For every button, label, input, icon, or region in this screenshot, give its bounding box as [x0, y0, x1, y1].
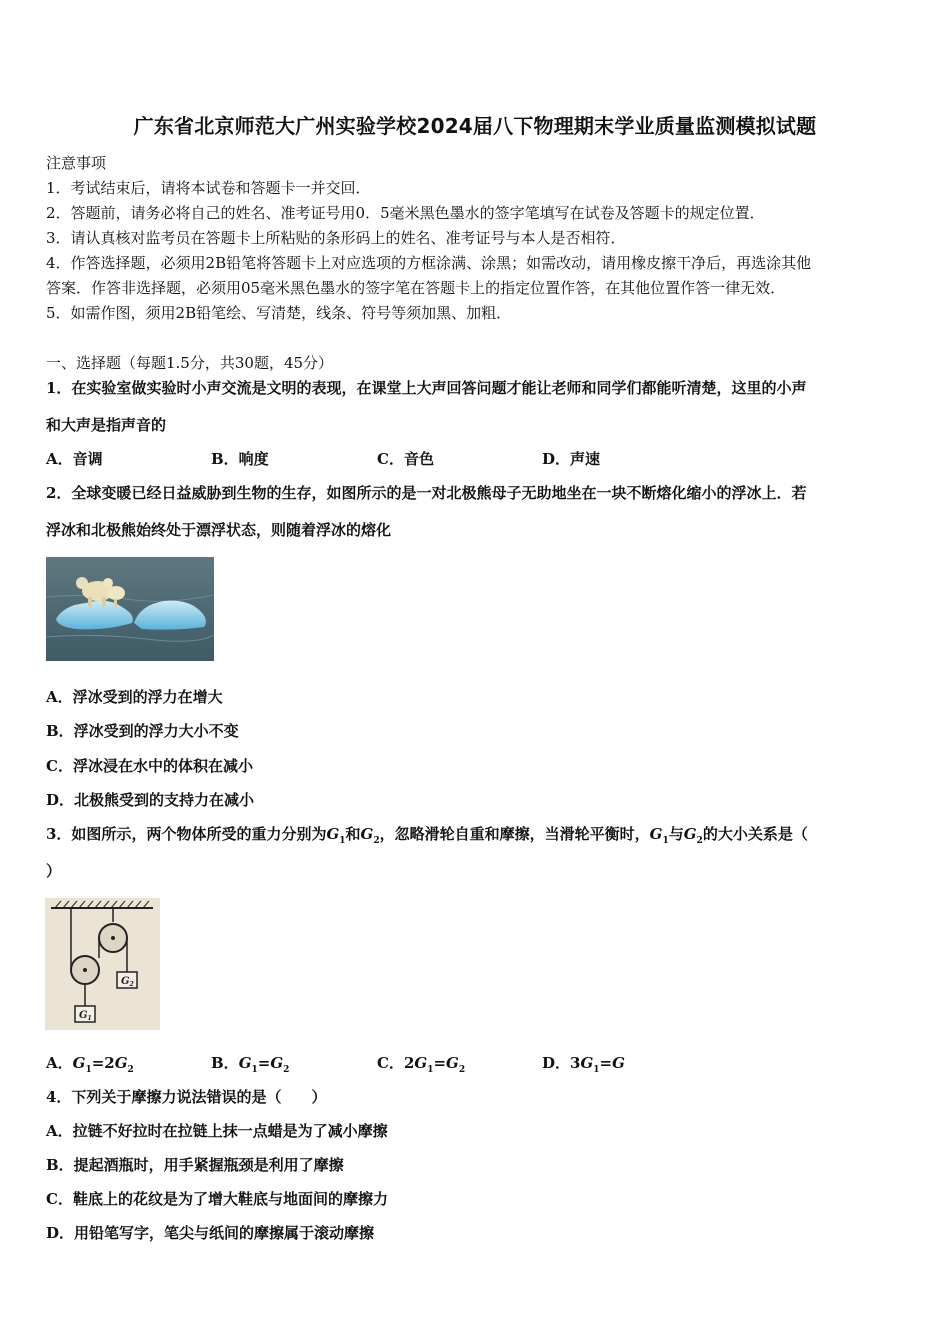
- pulley-diagram: [45, 898, 160, 1030]
- q4-option-b: B．提起酒瓶时，用手紧握瓶颈是利用了摩擦: [46, 1156, 344, 1174]
- q2-option-b: B．浮冰受到的浮力大小不变: [46, 722, 239, 740]
- q1-option-d: D．声速: [542, 450, 601, 468]
- q4-stem: 4．下列关于摩擦力说法错误的是（ ）: [46, 1088, 327, 1106]
- q4-option-a: A．拉链不好拉时在拉链上抹一点蜡是为了减小摩擦: [46, 1122, 388, 1140]
- polar-bear-photo: [46, 557, 214, 661]
- q2-option-a: A．浮冰受到的浮力在增大: [46, 688, 223, 706]
- q2-option-c: C．浮冰浸在水中的体积在减小: [46, 757, 253, 775]
- notice-item-4: 4．作答选择题，必须用2B铅笔将答题卡上对应选项的方框涂满、涂黑；如需改动，请用橡皮擦干净后，再选涂其他: [46, 254, 812, 272]
- q3-stem-line1: 3．如图所示，两个物体所受的重力分别为$G_1$和$G_2$，忽略滑轮自重和摩擦，当滑轮平衡时，$G_1$与$G_2$的大小关系是（: [46, 825, 808, 846]
- section-heading: 一、选择题（每题1.5分，共30题，45分）: [46, 354, 334, 372]
- notice-heading: 注意事项: [46, 154, 107, 172]
- q3-stem-line2: ）: [46, 862, 62, 880]
- notice-item-4-cont: 答案．作答非选择题，必须用05毫米黑色墨水的签字笔在答题卡上的指定位置作答，在其他位置作答一律无效．: [46, 279, 786, 297]
- q1-option-a: A．音调: [46, 450, 103, 468]
- polar-bear-illustration: [46, 557, 214, 661]
- q3-option-c: C．$2G_1=G_2$: [377, 1054, 466, 1075]
- q4-option-d: D．用铅笔写字，笔尖与纸间的摩擦属于滚动摩擦: [46, 1224, 375, 1242]
- q1-stem-line2: 和大声是指声音的: [46, 416, 167, 434]
- notice-item-2: 2．答题前，请务必将自己的姓名、准考证号用0．5毫米黑色墨水的签字笔填写在试卷及答题卡的规定位置．: [46, 204, 765, 222]
- q1-stem-line1: 1．在实验室做实验时小声交流是文明的表现，在课堂上大声回答问题才能让老师和同学们都能听清楚，这里的小声: [46, 379, 807, 397]
- pulley-illustration: [45, 898, 160, 1030]
- notice-item-5: 5．如需作图，须用2B铅笔绘、写清楚，线条、符号等须加黑、加粗．: [46, 304, 512, 322]
- g1-block-label: $G_1$: [79, 1010, 92, 1022]
- q3-option-a: A．$G_1=2G_2$: [46, 1054, 134, 1075]
- q3-option-b: B．$G_1=G_2$: [211, 1054, 290, 1075]
- q2-stem-line1: 2．全球变暖已经日益威胁到生物的生存，如图所示的是一对北极熊母子无助地坐在一块不断熔化缩小的浮冰上．若: [46, 484, 807, 502]
- exam-title: 广东省北京师范大广州实验学校2024届八下物理期末学业质量监测模拟试题: [133, 114, 817, 138]
- q2-stem-line2: 浮冰和北极熊始终处于漂浮状态，则随着浮冰的熔化: [46, 521, 392, 539]
- q4-option-c: C．鞋底上的花纹是为了增大鞋底与地面间的摩擦力: [46, 1190, 388, 1208]
- notice-item-1: 1．考试结束后，请将本试卷和答题卡一并交回．: [46, 179, 371, 197]
- q3-option-d: D．$3G_1=G$: [542, 1054, 625, 1075]
- q1-option-c: C．音色: [377, 450, 434, 468]
- g2-block-label: $G_2$: [121, 976, 134, 988]
- notice-item-3: 3．请认真核对监考员在答题卡上所粘贴的条形码上的姓名、准考证号与本人是否相符．: [46, 229, 626, 247]
- q2-option-d: D．北极熊受到的支持力在减小: [46, 791, 255, 809]
- q1-option-b: B．响度: [211, 450, 269, 468]
